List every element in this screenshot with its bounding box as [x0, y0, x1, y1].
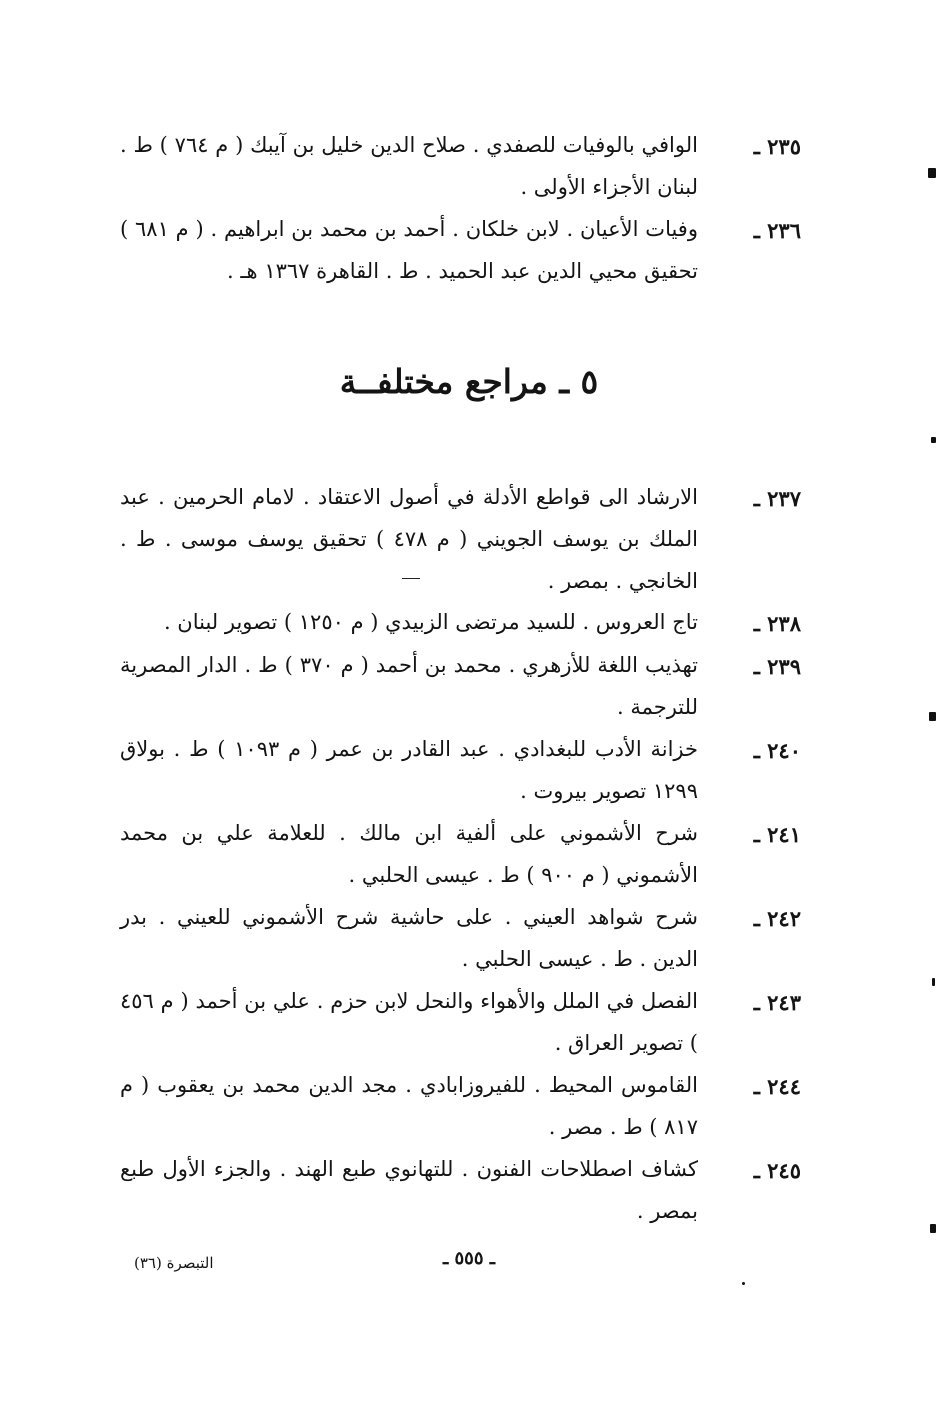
stray-dash-mark [402, 578, 420, 579]
entry-number: ٢٣٩ ـ [753, 654, 801, 679]
entry-number: ٢٣٨ ـ [753, 611, 801, 636]
entry-241 [0, 812, 938, 902]
entry-text: القاموس المحيط . للفيروزابادي . مجد الدين محمد بن يعقوب ( م ٨١٧ ) ط . مصر . [120, 1073, 698, 1139]
page-number: ـ ٥٥٥ ـ [442, 1248, 496, 1269]
entry-text: شرح الأشموني على ألفية ابن مالك . للعلامة علي بن محمد الأشموني ( م ٩٠٠ ) ط . عيسى الحلبي . [120, 821, 698, 887]
entry-238 [0, 601, 938, 645]
scan-edge-mark [931, 437, 936, 443]
entry-text: الارشاد الى قواطع الأدلة في أصول الاعتقاد . لامام الحرمين . عبد الملك بن يوسف الجويني ( م ٤٧٨ ) تحقيق يوسف موسى . ط . الخانجي . بمصر . [120, 485, 698, 593]
entry-242 [0, 896, 938, 986]
entry-239 [0, 644, 938, 734]
entry-240 [0, 728, 938, 818]
entry-number: ٢٤١ ـ [753, 822, 801, 847]
entry-text: كشاف اصطلاحات الفنون . للتهانوي طبع الهند . والجزء الأول طبع بمصر . [120, 1157, 698, 1223]
entry-text: الوافي بالوفيات للصفدي . صلاح الدين خليل بن آيبك ( م ٧٦٤ ) ط . لبنان الأجزاء الأولى . [120, 133, 698, 199]
entry-text: الفصل في الملل والأهواء والنحل لابن حزم . علي بن أحمد ( م ٤٥٦ ) تصوير العراق . [120, 989, 698, 1055]
entry-236 [0, 208, 938, 298]
entry-text: خزانة الأدب للبغدادي . عبد القادر بن عمر ( م ١٠٩٣ ) ط . بولاق ١٢٩٩ تصوير بيروت . [120, 737, 698, 803]
scan-edge-mark [929, 712, 936, 721]
entry-243 [0, 980, 938, 1070]
entry-text: تهذيب اللغة للأزهري . محمد بن أحمد ( م ٣٧٠ ) ط . الدار المصرية للترجمة . [120, 653, 698, 719]
scan-edge-mark [742, 1282, 745, 1285]
entry-number: ٢٤٥ ـ [753, 1158, 801, 1183]
scan-edge-mark [932, 978, 935, 986]
entry-number: ٢٣٥ ـ [753, 134, 801, 159]
section-heading: ٥ ـ مراجع مختلفــة [339, 362, 599, 401]
scan-edge-mark [928, 168, 936, 178]
entry-text: تاج العروس . للسيد مرتضى الزبيدي ( م ١٢٥٠ ) تصوير لبنان . [163, 610, 698, 634]
entry-number: ٢٤٠ ـ [753, 738, 801, 763]
entry-number: ٢٤٢ ـ [753, 906, 801, 931]
scan-edge-mark [930, 1224, 936, 1233]
entry-number: ٢٣٦ ـ [753, 218, 801, 243]
entry-237 [0, 476, 938, 606]
entry-235 [0, 124, 938, 214]
signature-note: التبصرة (٣٦) [134, 1254, 214, 1272]
entry-number: ٢٤٤ ـ [753, 1074, 801, 1099]
entry-245 [0, 1148, 938, 1238]
entry-number: ٢٤٣ ـ [753, 990, 801, 1015]
entry-text: شرح شواهد العيني . على حاشية شرح الأشموني للعيني . بدر الدين . ط . عيسى الحلبي . [120, 905, 698, 971]
entry-number: ٢٣٧ ـ [753, 486, 801, 511]
entry-text: وفيات الأعيان . لابن خلكان . أحمد بن محمد بن ابراهيم . ( م ٦٨١ ) تحقيق محيي الدين عبد الحميد . ط . القاهرة ١٣٦٧ هـ . [120, 217, 698, 283]
entry-244 [0, 1064, 938, 1154]
